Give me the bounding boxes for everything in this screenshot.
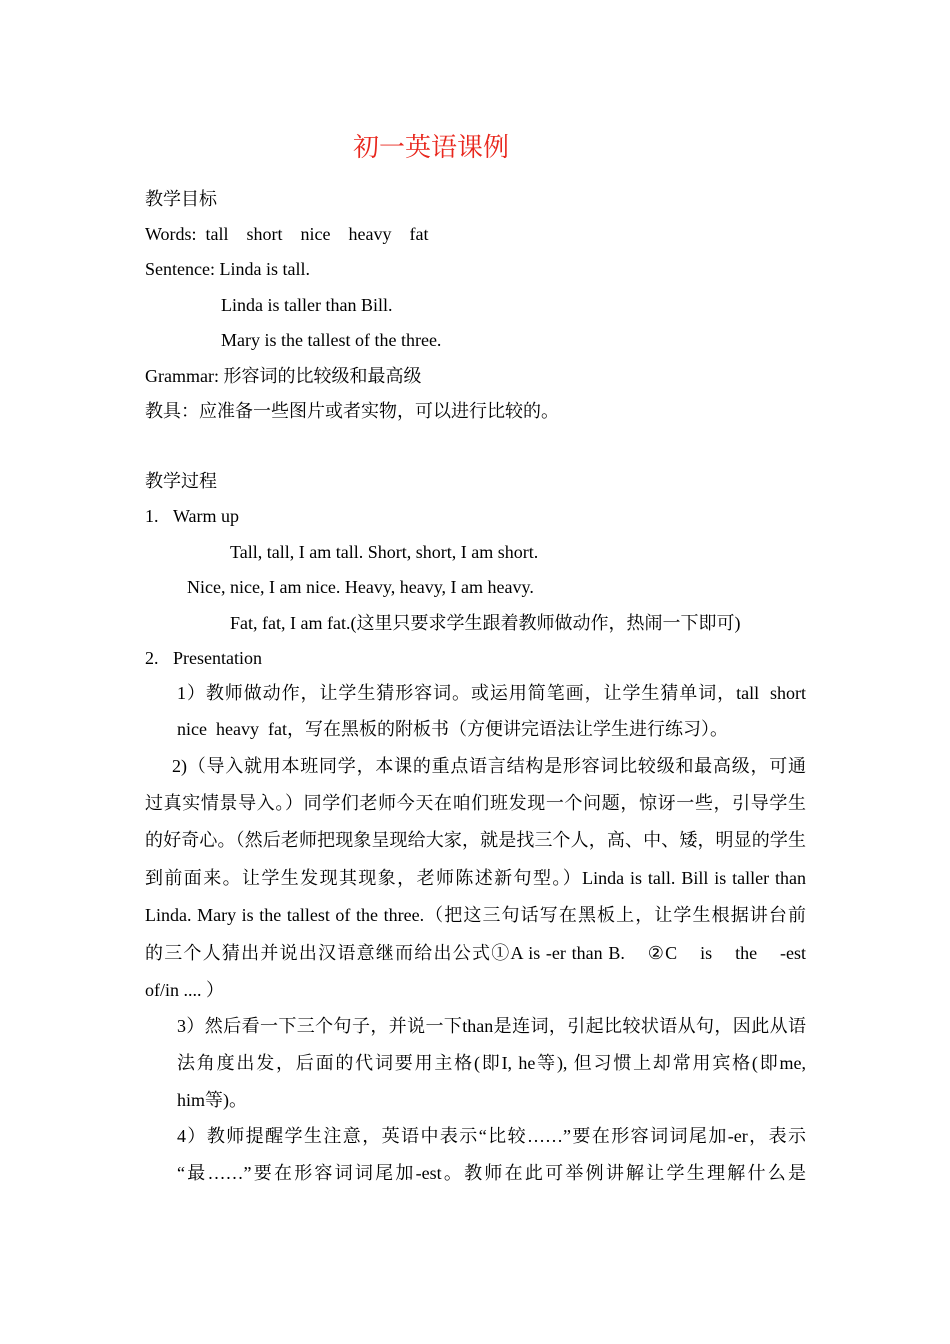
presentation-p2-line-3: 的好奇心。（然后老师把现象呈现给大家，就是找三个人，高、中、矮，明显的学生: [145, 830, 806, 850]
step-2-label: Presentation: [173, 648, 262, 668]
sentence-line-2: Linda is taller than Bill.: [221, 295, 393, 315]
presentation-p2-line-5: Linda. Mary is the tallest of the three.（把这三句话写在黑板上，让学生根据讲台前: [145, 905, 806, 925]
presentation-p2-line-1: 2)（导入就用本班同学，本课的重点语言结构是形容词比较级和最高级，可通: [172, 756, 806, 776]
sentence-line-1: Sentence: Linda is tall.: [145, 259, 310, 279]
presentation-p1-line-2: nice heavy fat，写在黑板的附板书（方便讲完语法让学生进行练习）。: [177, 719, 728, 739]
presentation-p2-line-6: 的三个人猜出并说出汉语意继而给出公式①A is -er than B. ②C is the -est: [145, 943, 806, 963]
presentation-p2-line-7: of/in .... ）: [145, 980, 224, 1000]
step-1-number: 1.: [145, 506, 159, 526]
grammar-line: Grammar: 形容词的比较级和最高级: [145, 366, 422, 386]
sentence-line-3: Mary is the tallest of the three.: [221, 330, 442, 350]
step-2-number: 2.: [145, 648, 159, 668]
section-heading-process: 教学过程: [145, 471, 217, 491]
document-title: 初一英语课例: [352, 133, 509, 162]
presentation-p3-line-2: 法角度出发，后面的代词要用主格(即I, he等), 但习惯上却常用宾格(即me,: [177, 1053, 806, 1073]
presentation-p3-line-3: him等)。: [177, 1090, 247, 1110]
warmup-line-1: Tall, tall, I am tall. Short, short, I am short.: [230, 542, 539, 562]
section-heading-goals: 教学目标: [145, 189, 217, 209]
warmup-line-2: Nice, nice, I am nice. Heavy, heavy, I am heavy.: [187, 577, 534, 597]
presentation-p4-line-2: “最……”要在形容词词尾加-est。教师在此可举例讲解让学生理解什么是: [177, 1163, 806, 1183]
tools-line: 教具：应准备一些图片或者实物，可以进行比较的。: [145, 401, 559, 421]
presentation-p4-line-1: 4）教师提醒学生注意，英语中表示“比较……”要在形容词词尾加-er，表示: [177, 1126, 806, 1146]
presentation-p2-line-2: 过真实情景导入。）同学们老师今天在咱们班发现一个问题，惊讶一些，引导学生: [145, 793, 806, 813]
presentation-p1-line-1: 1）教师做动作，让学生猜形容词。或运用简笔画，让学生猜单词，tall short: [177, 683, 806, 703]
words-line: Words: tall short nice heavy fat: [145, 224, 429, 244]
presentation-p3-line-1: 3）然后看一下三个句子，并说一下than是连词，引起比较状语从句，因此从语: [177, 1016, 806, 1036]
step-1-label: Warm up: [173, 506, 240, 526]
warmup-line-3: Fat, fat, I am fat.(这里只要求学生跟着教师做动作，热闹一下即可): [230, 613, 741, 633]
presentation-p2-line-4: 到前面来。让学生发现其现象，老师陈述新句型。）Linda is tall. Bill is taller than: [145, 868, 806, 888]
